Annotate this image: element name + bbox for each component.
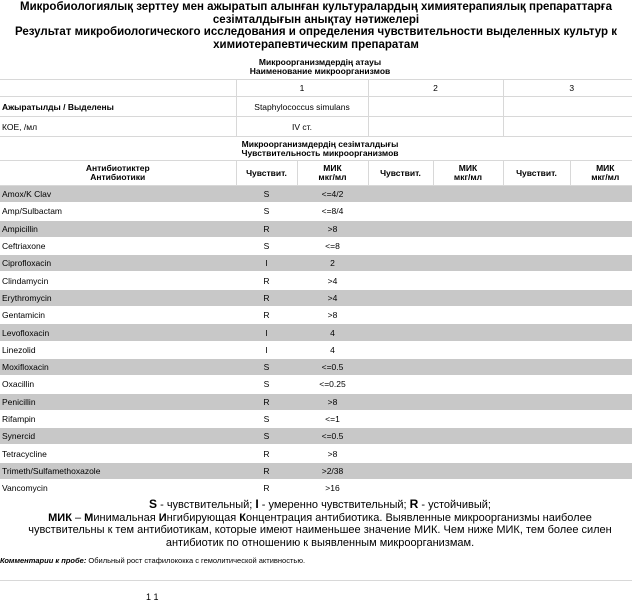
empty-cell — [503, 307, 570, 324]
empty-cell — [570, 220, 632, 237]
legend-line-3: чувствительны к тем антибиотикам, которые имеют наименьшее значение МИК. Чем ниже МИК, тем более силен — [28, 524, 612, 536]
mic-value: <=1 — [297, 410, 368, 427]
table-row — [0, 445, 632, 462]
legend — [0, 498, 632, 549]
sensitivity-value: I — [236, 324, 297, 341]
legend-line-1: S - чувствительный; I - умеренно чувствительный; R - устойчивый; — [149, 497, 491, 511]
empty-cell — [570, 393, 632, 410]
antibiotic-name: Penicillin — [0, 393, 236, 410]
empty-cell — [503, 203, 570, 220]
empty-cell — [368, 203, 433, 220]
mic-col-header-3: МИК мкг/мл — [570, 161, 632, 186]
empty-cell — [570, 480, 632, 497]
mic-value: 4 — [297, 324, 368, 341]
results-table — [0, 55, 632, 497]
empty-cell — [570, 237, 632, 254]
mic-value: 2 — [297, 255, 368, 272]
sample-comment — [0, 556, 632, 581]
empty-cell — [433, 307, 503, 324]
table-row — [0, 255, 632, 272]
empty-cell — [368, 376, 433, 393]
sensitivity-value: S — [236, 203, 297, 220]
empty-cell — [433, 203, 503, 220]
empty-cell — [503, 410, 570, 427]
empty-cell — [503, 445, 570, 462]
empty-cell — [570, 324, 632, 341]
antibiotic-name: Trimeth/Sulfamethoxazole — [0, 462, 236, 479]
organism-header: Микроорганизмдердің атауы Наименование микроорганизмов — [0, 55, 632, 80]
antibiotic-name: Levofloxacin — [0, 324, 236, 341]
sens-col-header-2: Чувствит. — [368, 161, 433, 186]
table-row — [0, 307, 632, 324]
sensitivity-value: R — [236, 220, 297, 237]
empty-cell — [433, 358, 503, 375]
table-row — [0, 220, 632, 237]
sensitivity-value: R — [236, 289, 297, 306]
antibiotic-name: Erythromycin — [0, 289, 236, 306]
table-row — [0, 358, 632, 375]
antibiotic-name: Clindamycin — [0, 272, 236, 289]
table-row — [0, 203, 632, 220]
column-1-header: 1 — [236, 80, 368, 97]
empty-cell — [503, 358, 570, 375]
empty-cell — [433, 289, 503, 306]
empty-cell — [503, 376, 570, 393]
table-row — [0, 376, 632, 393]
table-row — [0, 186, 632, 203]
mic-value: >2/38 — [297, 462, 368, 479]
mic-col-header-2: МИК мкг/мл — [433, 161, 503, 186]
sensitivity-value: R — [236, 272, 297, 289]
mic-value: <=8/4 — [297, 203, 368, 220]
empty-cell — [433, 376, 503, 393]
empty-cell — [570, 376, 632, 393]
empty-cell — [433, 393, 503, 410]
empty-cell — [368, 341, 433, 358]
comment-text: Обильный рост стафилококка с гемолитической активностью. — [86, 556, 306, 565]
mic-value: >8 — [297, 307, 368, 324]
antibiotic-name: Amp/Sulbactam — [0, 203, 236, 220]
table-row — [0, 428, 632, 445]
empty-cell — [503, 324, 570, 341]
antibiotic-name: Amox/K Clav — [0, 186, 236, 203]
legend-line-4: антибиотик по отношению к выявленным микроорганизмам. — [165, 536, 475, 549]
title-kz-line-2: сезімталдығын анықтау нәтижелері — [212, 13, 420, 26]
antibiotic-name: Tetracycline — [0, 445, 236, 462]
empty-cell — [368, 237, 433, 254]
empty-cell — [570, 255, 632, 272]
table-row — [0, 410, 632, 427]
sensitivity-value: S — [236, 237, 297, 254]
empty-cell — [433, 480, 503, 497]
antibiotics-body — [0, 186, 632, 497]
sensitivity-header: Микроорганизмдердің сезімталдығы Чувствительность микроорганизмов — [0, 137, 632, 161]
empty-cell — [433, 462, 503, 479]
page-marker: 1 1 — [146, 592, 159, 602]
antibiotic-name: Oxacillin — [0, 376, 236, 393]
isolated-label: Ажыратылды / Выделены — [0, 97, 236, 117]
empty-cell — [368, 255, 433, 272]
antibiotic-name: Moxifloxacin — [0, 358, 236, 375]
empty-cell — [433, 428, 503, 445]
empty-cell — [368, 289, 433, 306]
empty-cell — [570, 428, 632, 445]
report-title — [0, 0, 632, 51]
empty-cell — [570, 341, 632, 358]
column-3-header: 3 — [503, 80, 632, 97]
empty-cell — [570, 307, 632, 324]
table-row — [0, 393, 632, 410]
empty-cell — [368, 445, 433, 462]
mic-value: >8 — [297, 445, 368, 462]
empty-cell — [368, 480, 433, 497]
empty-cell — [433, 324, 503, 341]
cfu-label: КОЕ, /мл — [0, 117, 236, 137]
title-ru-line-2: химиотерапевтическим препаратам — [213, 38, 419, 51]
empty-cell — [570, 203, 632, 220]
empty-cell — [368, 462, 433, 479]
empty-cell — [368, 410, 433, 427]
empty-cell — [503, 220, 570, 237]
table-row — [0, 480, 632, 497]
empty-cell — [503, 289, 570, 306]
title-ru-line-1: Результат микробиологического исследования и определения чувствительности выделенных культур к — [14, 26, 618, 38]
sensitivity-value: S — [236, 358, 297, 375]
mic-value: >4 — [297, 289, 368, 306]
empty-cell — [570, 358, 632, 375]
empty-cell — [503, 428, 570, 445]
sensitivity-value: R — [236, 307, 297, 324]
empty-cell — [503, 272, 570, 289]
mic-col-header-1: МИК мкг/мл — [297, 161, 368, 186]
empty-cell — [433, 237, 503, 254]
empty-cell — [503, 255, 570, 272]
empty-cell — [433, 341, 503, 358]
table-row — [0, 341, 632, 358]
empty-cell — [368, 428, 433, 445]
empty-cell — [503, 480, 570, 497]
mic-value: >8 — [297, 393, 368, 410]
empty-cell — [368, 393, 433, 410]
mic-value: <=0.5 — [297, 428, 368, 445]
empty-cell — [368, 324, 433, 341]
sensitivity-value: S — [236, 376, 297, 393]
cfu-value: IV ст. — [236, 117, 368, 137]
empty-cell — [503, 237, 570, 254]
antibiotic-name: Rifampin — [0, 410, 236, 427]
empty-cell — [503, 393, 570, 410]
empty-cell — [503, 186, 570, 203]
sensitivity-value: R — [236, 393, 297, 410]
empty-cell — [503, 462, 570, 479]
sensitivity-value: S — [236, 410, 297, 427]
empty-cell — [570, 462, 632, 479]
table-row — [0, 289, 632, 306]
empty-cell — [368, 220, 433, 237]
empty-cell — [368, 186, 433, 203]
empty-cell — [368, 272, 433, 289]
sensitivity-value: R — [236, 480, 297, 497]
sensitivity-value: R — [236, 445, 297, 462]
empty-cell — [433, 445, 503, 462]
sensitivity-value: S — [236, 186, 297, 203]
sensitivity-value: R — [236, 462, 297, 479]
empty-cell — [433, 220, 503, 237]
empty-cell — [433, 186, 503, 203]
antibiotic-name: Vancomycin — [0, 480, 236, 497]
legend-line-2: МИК – Минимальная Ингибирующая Концентрация антибиотика. Выявленные микроорганизмы наиболее — [48, 511, 592, 524]
table-row — [0, 324, 632, 341]
empty-cell — [433, 255, 503, 272]
sensitivity-value: S — [236, 428, 297, 445]
sens-col-header-1: Чувствит. — [236, 161, 297, 186]
mic-value: <=8 — [297, 237, 368, 254]
empty-cell — [570, 289, 632, 306]
sensitivity-value: I — [236, 341, 297, 358]
title-kz-line-1: Микробиологиялық зерттеу мен ажыратып алынған культуралардың химиятерапиялық препараттарға — [20, 1, 612, 13]
antibiotic-name: Ceftriaxone — [0, 237, 236, 254]
empty-cell — [570, 186, 632, 203]
table-row — [0, 272, 632, 289]
table-row — [0, 237, 632, 254]
mic-value: >16 — [297, 480, 368, 497]
empty-cell — [433, 410, 503, 427]
antibiotic-name: Ciprofloxacin — [0, 255, 236, 272]
table-row — [0, 462, 632, 479]
antibiotic-name: Gentamicin — [0, 307, 236, 324]
antibiotic-name: Synercid — [0, 428, 236, 445]
mic-value: >4 — [297, 272, 368, 289]
mic-value: <=0.25 — [297, 376, 368, 393]
sensitivity-value: I — [236, 255, 297, 272]
empty-cell — [503, 341, 570, 358]
comment-label: Комментарии к пробе: — [0, 556, 87, 565]
empty-cell — [570, 445, 632, 462]
antibiotic-name: Linezolid — [0, 341, 236, 358]
empty-cell — [368, 358, 433, 375]
antibiotic-name: Ampicillin — [0, 220, 236, 237]
empty-cell — [570, 410, 632, 427]
empty-cell — [570, 272, 632, 289]
sens-col-header-3: Чувствит. — [503, 161, 570, 186]
isolated-value: Staphylococcus simulans — [236, 97, 368, 117]
mic-value: >8 — [297, 220, 368, 237]
mic-value: <=0.5 — [297, 358, 368, 375]
mic-value: 4 — [297, 341, 368, 358]
empty-cell — [368, 307, 433, 324]
antibiotics-col-header: Антибиотиктер Антибиотики — [0, 161, 236, 186]
mic-value: <=4/2 — [297, 186, 368, 203]
empty-cell — [433, 272, 503, 289]
column-2-header: 2 — [368, 80, 503, 97]
